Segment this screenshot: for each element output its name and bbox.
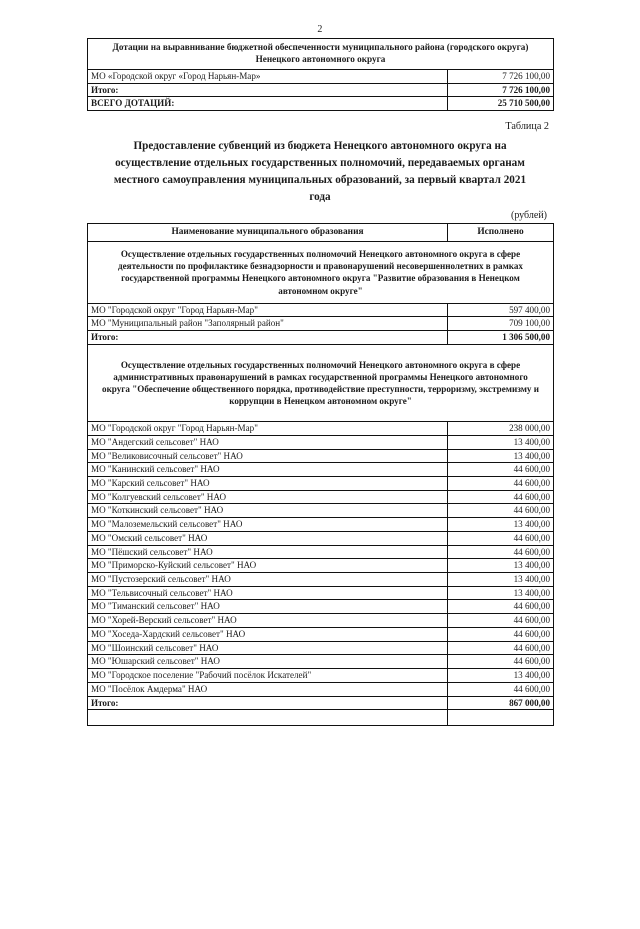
row-value: 238 000,00 bbox=[448, 422, 554, 436]
table-row bbox=[88, 477, 554, 491]
dotations-table-body bbox=[88, 39, 554, 111]
table-row bbox=[88, 422, 554, 436]
table-header-row bbox=[88, 39, 554, 70]
table-row bbox=[88, 504, 554, 518]
row-value: 867 000,00 bbox=[448, 696, 554, 710]
row-label: МО "Пустозерский сельсовет" НАО bbox=[88, 573, 448, 587]
empty-cell-name bbox=[88, 710, 448, 726]
table-row bbox=[88, 518, 554, 532]
row-label: МО "Омский сельсовет" НАО bbox=[88, 531, 448, 545]
row-label: МО "Хоседа-Хардский сельсовет" НАО bbox=[88, 627, 448, 641]
row-label: МО "Андегский сельсовет" НАО bbox=[88, 435, 448, 449]
row-label: МО "Пёшский сельсовет" НАО bbox=[88, 545, 448, 559]
row-value: 13 400,00 bbox=[448, 518, 554, 532]
table-row bbox=[88, 435, 554, 449]
row-label: Итого: bbox=[88, 696, 448, 710]
row-label: МО "Колгуевский сельсовет" НАО bbox=[88, 490, 448, 504]
subventions-table-body bbox=[88, 224, 554, 726]
table-row bbox=[88, 83, 554, 97]
table-row bbox=[88, 559, 554, 573]
row-value: 44 600,00 bbox=[448, 463, 554, 477]
row-label: МО "Тиманский сельсовет" НАО bbox=[88, 600, 448, 614]
table-row bbox=[88, 490, 554, 504]
page-title: Предоставление субвенций из бюджета Ненецкого автономного округа на осуществление отдельных государственных полномочий, передаваемых органам местного самоуправления муниципальных образований, за первый квартал 2021 года bbox=[113, 140, 527, 204]
row-value: 44 600,00 bbox=[448, 682, 554, 696]
section1-description: Осуществление отдельных государственных полномочий Ненецкого автономного округа в сфере деятельности по профилактике безнадзорности и правонарушений несовершеннолетних в рамках государственной программы Ненецкого автономного округа "Развитие образования в Ненецком автономном округе" bbox=[88, 242, 554, 303]
table-row bbox=[88, 655, 554, 669]
row-label: МО "Хорей-Верский сельсовет" НАО bbox=[88, 614, 448, 628]
table-row-empty bbox=[88, 710, 554, 726]
table-row bbox=[88, 586, 554, 600]
row-label: МО "Городской округ "Город Нарьян-Мар" bbox=[88, 303, 448, 317]
row-label: МО "Приморско-Куйский сельсовет" НАО bbox=[88, 559, 448, 573]
row-value: 7 726 100,00 bbox=[448, 69, 554, 83]
row-label: МО "Муниципальный район "Заполярный район" bbox=[88, 317, 448, 331]
page-number: 2 bbox=[317, 24, 323, 35]
table-row bbox=[88, 614, 554, 628]
table-row bbox=[88, 69, 554, 83]
row-label: МО "Великовисочный сельсовет" НАО bbox=[88, 449, 448, 463]
table-row bbox=[88, 573, 554, 587]
row-label: МО "Посёлок Амдерма" НАО bbox=[88, 682, 448, 696]
row-value: 597 400,00 bbox=[448, 303, 554, 317]
row-label: МО "Канинский сельсовет" НАО bbox=[88, 463, 448, 477]
row-value: 44 600,00 bbox=[448, 490, 554, 504]
row-label: МО «Городской округ «Город Нарьян-Мар» bbox=[88, 69, 448, 83]
table-header-row bbox=[88, 224, 554, 242]
table-row bbox=[88, 682, 554, 696]
dotations-header-cell: Дотации на выравнивание бюджетной обеспеченности муниципального района (городского округа) Ненецкого автономного округа bbox=[88, 39, 554, 70]
row-value: 13 400,00 bbox=[448, 669, 554, 683]
table-row bbox=[88, 696, 554, 710]
row-value: 7 726 100,00 bbox=[448, 83, 554, 97]
row-value: 44 600,00 bbox=[448, 614, 554, 628]
row-value: 13 400,00 bbox=[448, 573, 554, 587]
table-row bbox=[88, 331, 554, 345]
row-value: 44 600,00 bbox=[448, 545, 554, 559]
table-row bbox=[88, 600, 554, 614]
row-value: 13 400,00 bbox=[448, 449, 554, 463]
row-value: 44 600,00 bbox=[448, 531, 554, 545]
row-value: 44 600,00 bbox=[448, 600, 554, 614]
row-label: МО "Юшарский сельсовет" НАО bbox=[88, 655, 448, 669]
table-row bbox=[88, 531, 554, 545]
table-row bbox=[88, 463, 554, 477]
row-label: МО "Карский сельсовет" НАО bbox=[88, 477, 448, 491]
table-row bbox=[88, 545, 554, 559]
column-header-value: Исполнено bbox=[448, 224, 554, 242]
row-label: МО "Городское поселение "Рабочий посёлок Искателей" bbox=[88, 669, 448, 683]
section2-description: Осуществление отдельных государственных полномочий Ненецкого автономного округа в сфере административных правонарушений в рамках государственной программы Ненецкого автономного округа "Обеспечение общественного порядка, противодействие преступности, терроризму, экстремизму и коррупции в Ненецком автономном округе" bbox=[88, 344, 554, 421]
table-row bbox=[88, 669, 554, 683]
row-value: 709 100,00 bbox=[448, 317, 554, 331]
dotations-table bbox=[87, 38, 554, 111]
row-label: МО "Шоинский сельсовет" НАО bbox=[88, 641, 448, 655]
section-description-row bbox=[88, 344, 554, 421]
row-label: ВСЕГО ДОТАЦИЙ: bbox=[88, 97, 448, 111]
row-value: 44 600,00 bbox=[448, 504, 554, 518]
row-label: Итого: bbox=[88, 83, 448, 97]
row-label: МО "Коткинский сельсовет" НАО bbox=[88, 504, 448, 518]
table-row bbox=[88, 97, 554, 111]
currency-note: (рублей) bbox=[510, 210, 547, 222]
row-value: 44 600,00 bbox=[448, 641, 554, 655]
row-label: МО "Городской округ "Город Нарьян-Мар" bbox=[88, 422, 448, 436]
row-value: 25 710 500,00 bbox=[448, 97, 554, 111]
row-label: МО "Тельвисочный сельсовет" НАО bbox=[88, 586, 448, 600]
table-row bbox=[88, 449, 554, 463]
row-value: 13 400,00 bbox=[448, 586, 554, 600]
row-label: МО "Малоземельский сельсовет" НАО bbox=[88, 518, 448, 532]
table-label: Таблица 2 bbox=[505, 121, 549, 133]
column-header-name: Наименование муниципального образования bbox=[88, 224, 448, 242]
table-row bbox=[88, 627, 554, 641]
row-value: 44 600,00 bbox=[448, 627, 554, 641]
row-value: 1 306 500,00 bbox=[448, 331, 554, 345]
row-value: 13 400,00 bbox=[448, 559, 554, 573]
section-description-row bbox=[88, 242, 554, 303]
document-page bbox=[0, 24, 640, 929]
row-value: 44 600,00 bbox=[448, 655, 554, 669]
table-row bbox=[88, 317, 554, 331]
row-value: 13 400,00 bbox=[448, 435, 554, 449]
subventions-table bbox=[87, 223, 554, 726]
table-row bbox=[88, 641, 554, 655]
table-row bbox=[88, 303, 554, 317]
page-content bbox=[87, 38, 553, 726]
row-label: Итого: bbox=[88, 331, 448, 345]
row-value: 44 600,00 bbox=[448, 477, 554, 491]
empty-cell-value bbox=[448, 710, 554, 726]
